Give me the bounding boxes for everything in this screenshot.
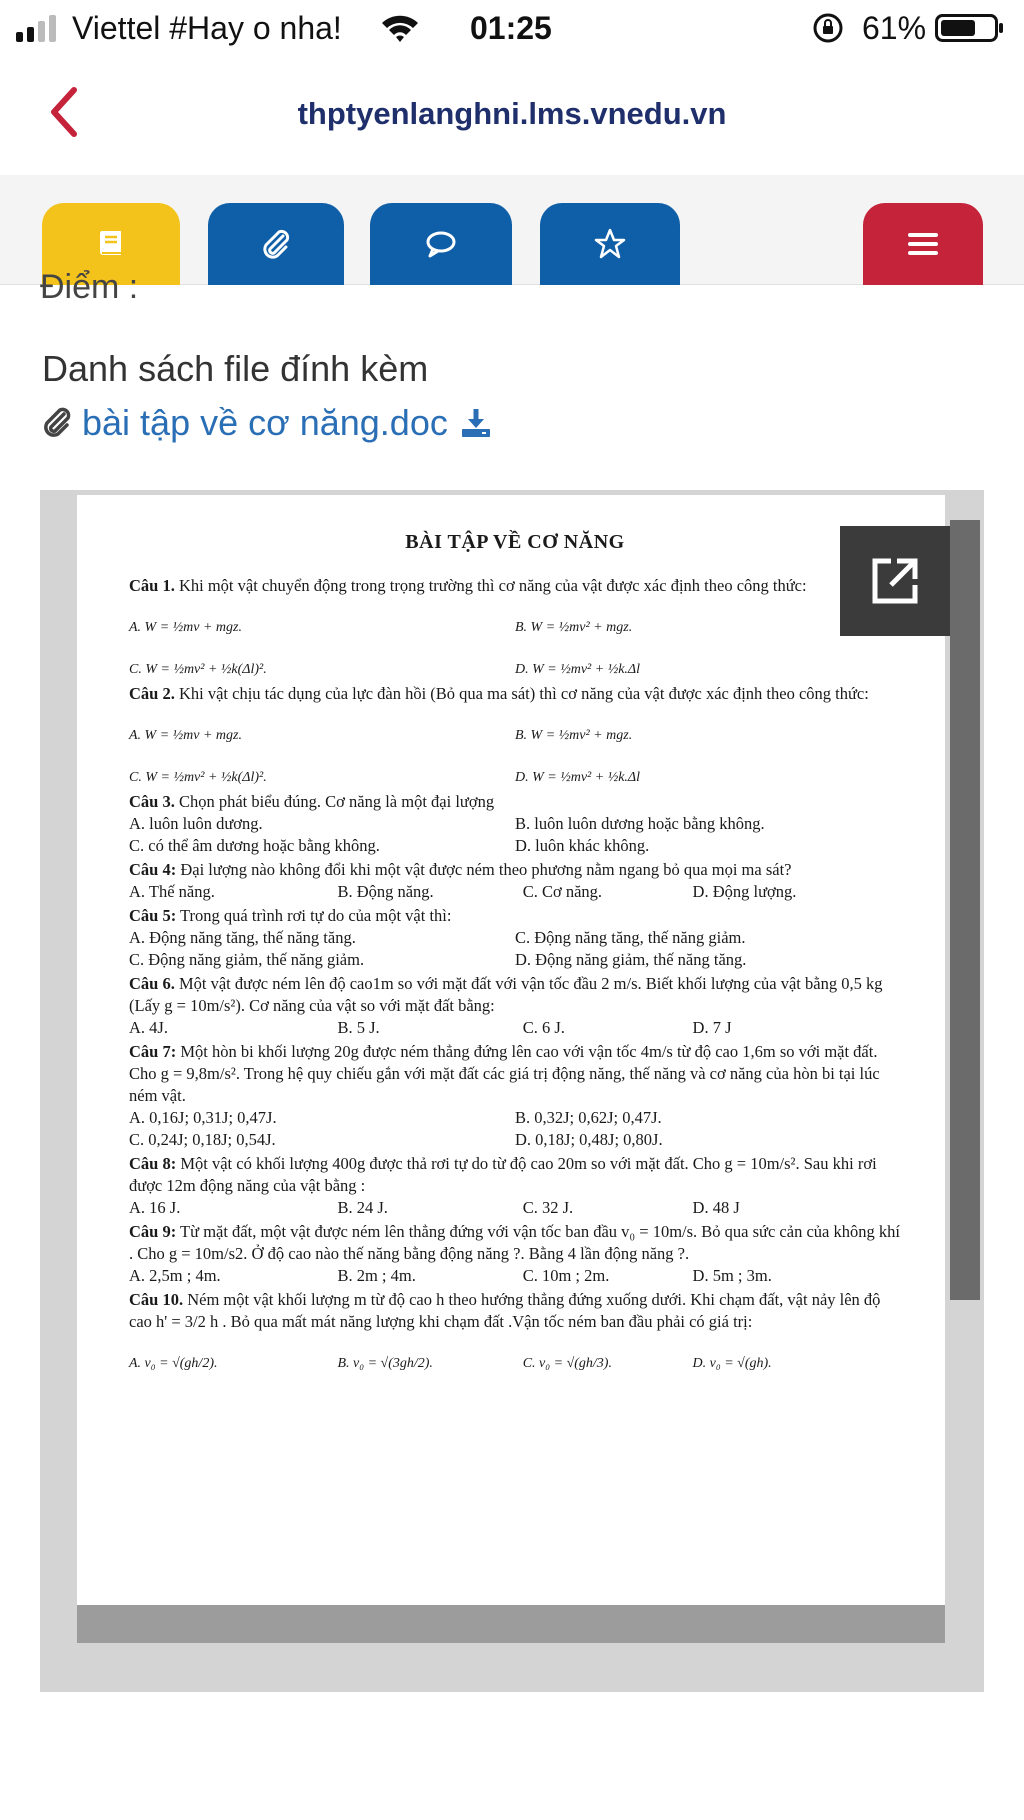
document-viewer[interactable] [40, 490, 984, 1692]
question-text: Khi một vật chuyển động trong trọng trường thì cơ năng của vật được xác định theo công thức: [174, 576, 807, 595]
document-title: BÀI TẬP VỀ CƠ NĂNG [405, 531, 625, 553]
battery-icon [935, 12, 1005, 44]
formula-option: D. W = ½mv² + ½k.Δl [515, 662, 641, 677]
options-row [129, 949, 901, 971]
answer-option: D. 7 J [692, 1018, 732, 1037]
answer-option: B. 2m ; 4m. [337, 1266, 416, 1285]
options-row [129, 1265, 901, 1287]
status-bar [0, 0, 1024, 60]
formula-option: A. W = ½mv + mgz. [129, 728, 242, 743]
browser-address-bar [0, 60, 1024, 170]
formula-option: B. W = ½mv² + mgz. [515, 620, 633, 635]
answer-option: C. Cơ năng. [522, 882, 603, 901]
formula-options [129, 639, 901, 681]
score-label: Điểm : [40, 268, 139, 306]
answer-option: B. luôn luôn dương hoặc bằng không. [515, 814, 765, 833]
options-row [129, 835, 901, 857]
question-text: Một vật được ném lên độ cao1m so với mặt đất với vận tốc đầu 2 m/s. Biết khối lượng của vật bằng 0,5 kg (Lấy g = 10m/s²). Cơ năng của vật so với mặt đất bằng: [129, 974, 883, 1015]
answer-option: A. luôn luôn dương. [129, 814, 263, 833]
toolbar [0, 175, 1024, 285]
document-page [77, 495, 945, 1605]
paperclip-icon [42, 406, 74, 440]
options-row [129, 1017, 901, 1039]
question-label: Câu 6. [129, 974, 175, 993]
scrollbar-thumb[interactable] [950, 520, 980, 1300]
answer-option: C. Động năng giảm, thế năng giảm. [129, 950, 365, 969]
formula-option: C. W = ½mv² + ½k(Δl)². [129, 662, 267, 677]
favorite-button[interactable] [540, 203, 680, 285]
attachments-heading: Danh sách file đính kèm [42, 348, 429, 389]
question-label: Câu 3. [129, 792, 175, 811]
options-row [129, 1333, 901, 1375]
formula-option: D. W = ½mv² + ½k.Δl [515, 770, 641, 785]
question-text: Khi vật chịu tác dụng của lực đàn hồi (Bỏ qua ma sát) thì cơ năng của vật được xác định theo công thức: [174, 684, 869, 703]
answer-option: B. Động năng. [337, 882, 434, 901]
question [129, 859, 901, 881]
question-text: Trong quá trình rơi tự do của một vật thì: [176, 906, 452, 925]
question [129, 905, 901, 927]
formula-options [129, 705, 901, 747]
options-row [129, 1129, 901, 1151]
options-row [129, 1197, 901, 1219]
question-label: Câu 2. [129, 684, 175, 703]
question [129, 1153, 901, 1197]
question-text: Từ mặt đất, một vật được ném lên thẳng đứng với vận tốc ban đầu v₀ = 10m/s. Bỏ qua sức cản của không khí . Cho g = 10m/s2. Ở độ cao nào thế năng bằng động năng ?. Bằng 4 lần động năng ?. [129, 1222, 900, 1263]
answer-option: A. Động năng tăng, thế năng tăng. [129, 928, 356, 947]
answer-option: C. 32 J. [522, 1198, 574, 1217]
answer-option: D. luôn khác không. [515, 836, 650, 855]
question-label: Câu 8: [129, 1154, 177, 1173]
question-label: Câu 9: [129, 1222, 177, 1241]
options-row [129, 813, 901, 835]
answer-option: D. Động năng giảm, thế năng tăng. [515, 950, 747, 969]
wifi-icon [380, 12, 420, 44]
battery-percent: 61% [862, 10, 927, 46]
formula-option: A. W = ½mv + mgz. [129, 620, 242, 635]
question-text: Đại lượng nào không đổi khi một vật được ném theo phương nằm ngang bỏ qua mọi ma sát? [176, 860, 792, 879]
paperclip-icon [259, 227, 293, 261]
question-text: Ném một vật khối lượng m từ độ cao h theo hướng thẳng đứng xuống dưới. Khi chạm đất, vật nảy lên độ cao h' = 3/2 h . Bỏ qua mất mát năng lượng khi chạm đất .Vận tốc ném ban đầu phải có giá trị: [129, 1290, 881, 1331]
question [129, 1289, 901, 1333]
answer-option: A. 2,5m ; 4m. [129, 1266, 221, 1285]
answer-option: B. v₀ = √(3gh/2). [337, 1356, 433, 1371]
options-row [129, 1107, 901, 1129]
answer-option: D. v₀ = √(gh). [692, 1356, 772, 1371]
answer-option: A. v₀ = √(gh/2). [129, 1356, 218, 1371]
menu-button[interactable] [863, 203, 983, 285]
answer-option: D. Động lượng. [692, 882, 797, 901]
answer-option: C. Động năng tăng, thế năng giảm. [515, 928, 746, 947]
formula-option: C. W = ½mv² + ½k(Δl)². [129, 770, 267, 785]
hamburger-menu-icon [906, 227, 940, 261]
answer-option: A. Thế năng. [129, 882, 215, 901]
answer-option: A. 4J. [129, 1018, 168, 1037]
answer-option: C. v₀ = √(gh/3). [522, 1356, 612, 1371]
answer-option: C. 10m ; 2m. [522, 1266, 610, 1285]
attachment-button[interactable] [208, 203, 344, 285]
answer-option: A. 0,16J; 0,31J; 0,47J. [129, 1108, 277, 1127]
answer-option: A. 16 J. [129, 1198, 181, 1217]
question-text: Một hòn bi khối lượng 20g được ném thẳng đứng lên cao với vận tốc 4m/s từ độ cao 1,6m so với mặt đất. Cho g = 9,8m/s². Trong hệ quy chiếu gắn với mặt đất các giá trị động năng, thế năng và cơ năng của hòn bi tại lúc ném vật. [129, 1042, 880, 1105]
answer-option: D. 48 J [692, 1198, 740, 1217]
answer-option: B. 0,32J; 0,62J; 0,47J. [515, 1108, 662, 1127]
book-icon [94, 227, 128, 261]
rotation-lock-icon [812, 12, 844, 44]
question [129, 1221, 901, 1265]
question [129, 683, 901, 705]
options-row [129, 927, 901, 949]
comment-button[interactable] [370, 203, 512, 285]
attachment-link[interactable]: bài tập về cơ năng.doc [82, 402, 448, 443]
answer-option: B. 24 J. [337, 1198, 388, 1217]
question-label: Câu 10. [129, 1290, 184, 1309]
open-external-icon [867, 553, 923, 609]
question [129, 973, 901, 1017]
chat-bubble-icon [424, 227, 458, 261]
url-text[interactable]: thptyenlanghni.lms.vnedu.vn [297, 96, 727, 131]
answer-option: C. 6 J. [522, 1018, 565, 1037]
question-label: Câu 7: [129, 1042, 177, 1061]
clock: 01:25 [470, 10, 552, 46]
download-icon[interactable] [460, 407, 492, 439]
options-row [129, 881, 901, 903]
question [129, 1041, 901, 1107]
answer-option: D. 5m ; 3m. [692, 1266, 772, 1285]
question [129, 575, 901, 597]
answer-option: D. 0,18J; 0,48J; 0,80J. [515, 1130, 663, 1149]
question-label: Câu 5: [129, 906, 177, 925]
open-external-button[interactable] [840, 526, 950, 636]
attachment-item[interactable] [42, 398, 492, 448]
carrier-name: Viettel #Hay o nha! [72, 10, 342, 46]
answer-option: B. 5 J. [337, 1018, 380, 1037]
signal-icon [16, 14, 64, 42]
formula-option: B. W = ½mv² + mgz. [515, 728, 633, 743]
page-shadow-band [77, 1605, 945, 1643]
question-label: Câu 1. [129, 576, 175, 595]
question-label: Câu 4: [129, 860, 177, 879]
star-icon [593, 227, 627, 261]
question-text: Một vật có khối lượng 400g được thả rơi tự do từ độ cao 20m so với mặt đất. Cho g = 10m/s². Sau khi rơi được 12m động năng của vật bằng : [129, 1154, 877, 1195]
question-text: Chọn phát biểu đúng. Cơ năng là một đại lượng [174, 792, 495, 811]
question [129, 791, 901, 813]
answer-option: C. có thể âm dương hoặc bằng không. [129, 836, 380, 855]
formula-options [129, 747, 901, 789]
answer-option: C. 0,24J; 0,18J; 0,54J. [129, 1130, 276, 1149]
formula-options [129, 597, 901, 639]
